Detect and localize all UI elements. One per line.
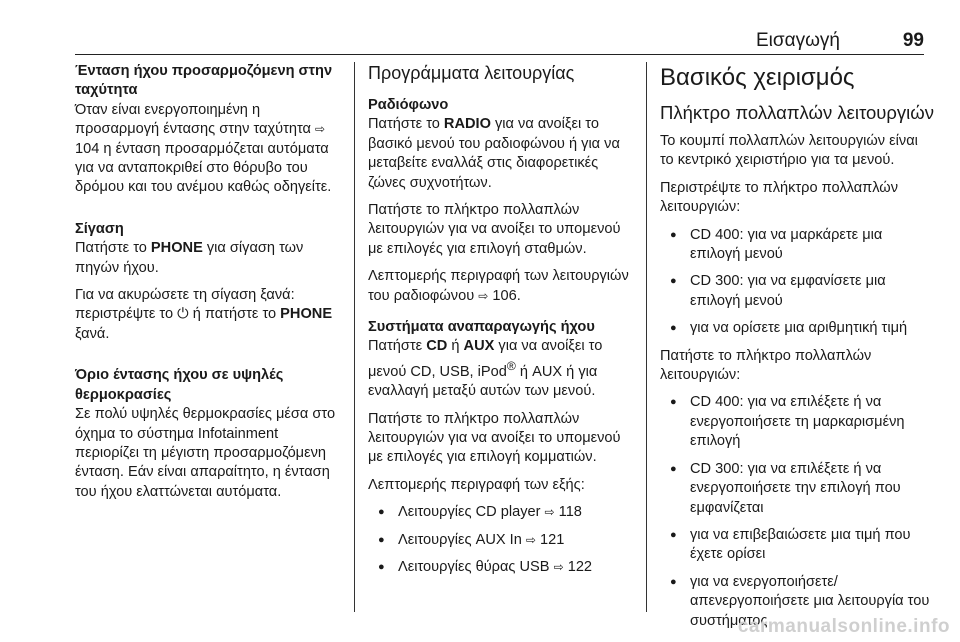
page-footer (0, 612, 960, 642)
page-header (0, 0, 960, 56)
page-ref-arrow-icon: ⇨ (478, 288, 489, 303)
knob-press-text: Πατήστε το πλήκτρο πολλαπλών λειτουργιών: (660, 347, 872, 384)
page-number: 99 (902, 30, 924, 51)
watermark: carmanualsonline.info (737, 616, 950, 637)
turn-actions-list (660, 226, 935, 339)
radio-heading: Ραδιόφωνο (368, 97, 449, 113)
knob-turn-text: Περιστρέψτε το πλήκτρο πολλαπλών λειτουργιών: (660, 179, 898, 216)
column-divider-1 (354, 62, 355, 612)
radio-text-1: Πατήστε το RADIO για να ανοίξει το βασικό μενού του ραδιοφώνου ή για να μεταβείτε εναλλάξ στις διαφορετικές ζώνες συχνοτήτων. (368, 116, 620, 191)
column-3 (660, 62, 935, 639)
audio-text-1: Πατήστε CD ή AUX για να ανοίξει το μενού CD, USB, iPod® ή AUX ή για εναλλαγή μεταξύ αυτών των μενού. (368, 338, 603, 400)
column-1 (75, 62, 345, 510)
list-item: ● για να ενεργοποιήσετε/απενεργοποιήσετε μια λειτουργία του συστήματος (660, 573, 935, 631)
list-item: ● Λειτουργίες AUX In ⇨ 121 (368, 531, 634, 550)
mute-heading: Σίγαση (75, 220, 124, 237)
operation-modes-heading: Προγράμματα λειτουργίας (368, 63, 575, 83)
audio-text-2: Πατήστε το πλήκτρο πολλαπλών λειτουργιών για να ανοίξει το υπομενού με επιλογές για επιλογή κομματιών. (368, 410, 621, 466)
list-item: ● CD 400: για να μαρκάρετε μια επιλογή μενού (660, 226, 935, 265)
list-item: ● για να ορίσετε μια αριθμητική τιμή (660, 319, 935, 338)
list-item: ● CD 300: για να επιλέξετε ή να ενεργοποιήσετε την επιλογή που εμφανίζεται (660, 460, 935, 518)
radio-text-3: Λεπτομερής περιγραφή των λειτουργιών του ραδιοφώνου ⇨ 106. (368, 267, 634, 306)
list-item: ● για να επιβεβαιώσετε μια τιμή που έχετε ορίσει (660, 526, 935, 565)
mute-text-2: Για να ακυρώσετε τη σίγαση ξανά: περιστρέψτε το ⏻ ή πατήστε το PHONE ξανά. (75, 287, 333, 342)
press-actions-list (660, 393, 935, 630)
basic-operation-heading: Βασικός χειρισμός (660, 64, 855, 91)
page-section-title: Εισαγωγή (755, 30, 840, 51)
speed-volume-heading: Ένταση ήχου προσαρμοζόμενη στην ταχύτητα (75, 63, 333, 99)
page-ref-arrow-icon: ⇨ (544, 505, 555, 520)
high-temp-text: Σε πολύ υψηλές θερμοκρασίες μέσα στο όχημα το σύστημα Infotainment περιορίζει τη μέγιστη προσαρμοζόμενη ένταση. Εάν είναι απαραίτητο, η ένταση του ήχου ελαττώνεται αυτόματα. (75, 406, 336, 500)
list-item: ● Λειτουργίες CD player ⇨ 118 (368, 503, 634, 522)
list-item: ● CD 400: για να επιλέξετε ή να ενεργοποιήσετε τη μαρκαρισμένη επιλογή (660, 393, 935, 451)
speed-volume-text: Όταν είναι ενεργοποιημένη η προσαρμογή έντασης στην ταχύτητα ⇨ 104 η ένταση προσαρμόζεται αυτόματα για να ανταποκριθεί στο θόρυβο του δρόμου και του ανέμου καθώς οδηγείτε. (75, 101, 332, 196)
page-ref: 104 (75, 140, 100, 157)
radio-text-2: Πατήστε το πλήκτρο πολλαπλών λειτουργιών για να ανοίξει το υπομενού με επιλογές για επιλογή σταθμών. (368, 202, 621, 257)
audio-players-heading: Συστήματα αναπαραγωγής ήχου (368, 319, 595, 336)
page-ref: 106 (492, 287, 517, 304)
column-2 (368, 62, 634, 585)
list-item: ● CD 300: για να εμφανίσετε μια επιλογή μενού (660, 272, 935, 311)
page-ref-arrow-icon: ⇨ (553, 559, 564, 574)
list-item: ● Λειτουργίες θύρας USB ⇨ 122 (368, 558, 634, 577)
multifunction-knob-heading: Πλήκτρο πολλαπλών λειτουργιών (660, 102, 934, 123)
audio-text-3: Λεπτομερής περιγραφή των εξής: (368, 476, 585, 493)
page-ref-arrow-icon: ⇨ (315, 122, 326, 137)
page-ref-arrow-icon: ⇨ (525, 532, 536, 547)
knob-intro: Το κουμπί πολλαπλών λειτουργιών είναι το κεντρικό χειριστήριο για τα μενού. (660, 133, 918, 169)
header-rule (75, 54, 924, 55)
high-temp-heading: Όριο έντασης ήχου σε υψηλές θερμοκρασίες (75, 367, 284, 403)
mute-text-1: Πατήστε το PHONE για σίγαση των πηγών ήχου. (75, 240, 304, 276)
power-knob-icon: ⏻ (177, 306, 189, 323)
column-divider-2 (646, 62, 647, 612)
audio-functions-list (368, 503, 634, 577)
